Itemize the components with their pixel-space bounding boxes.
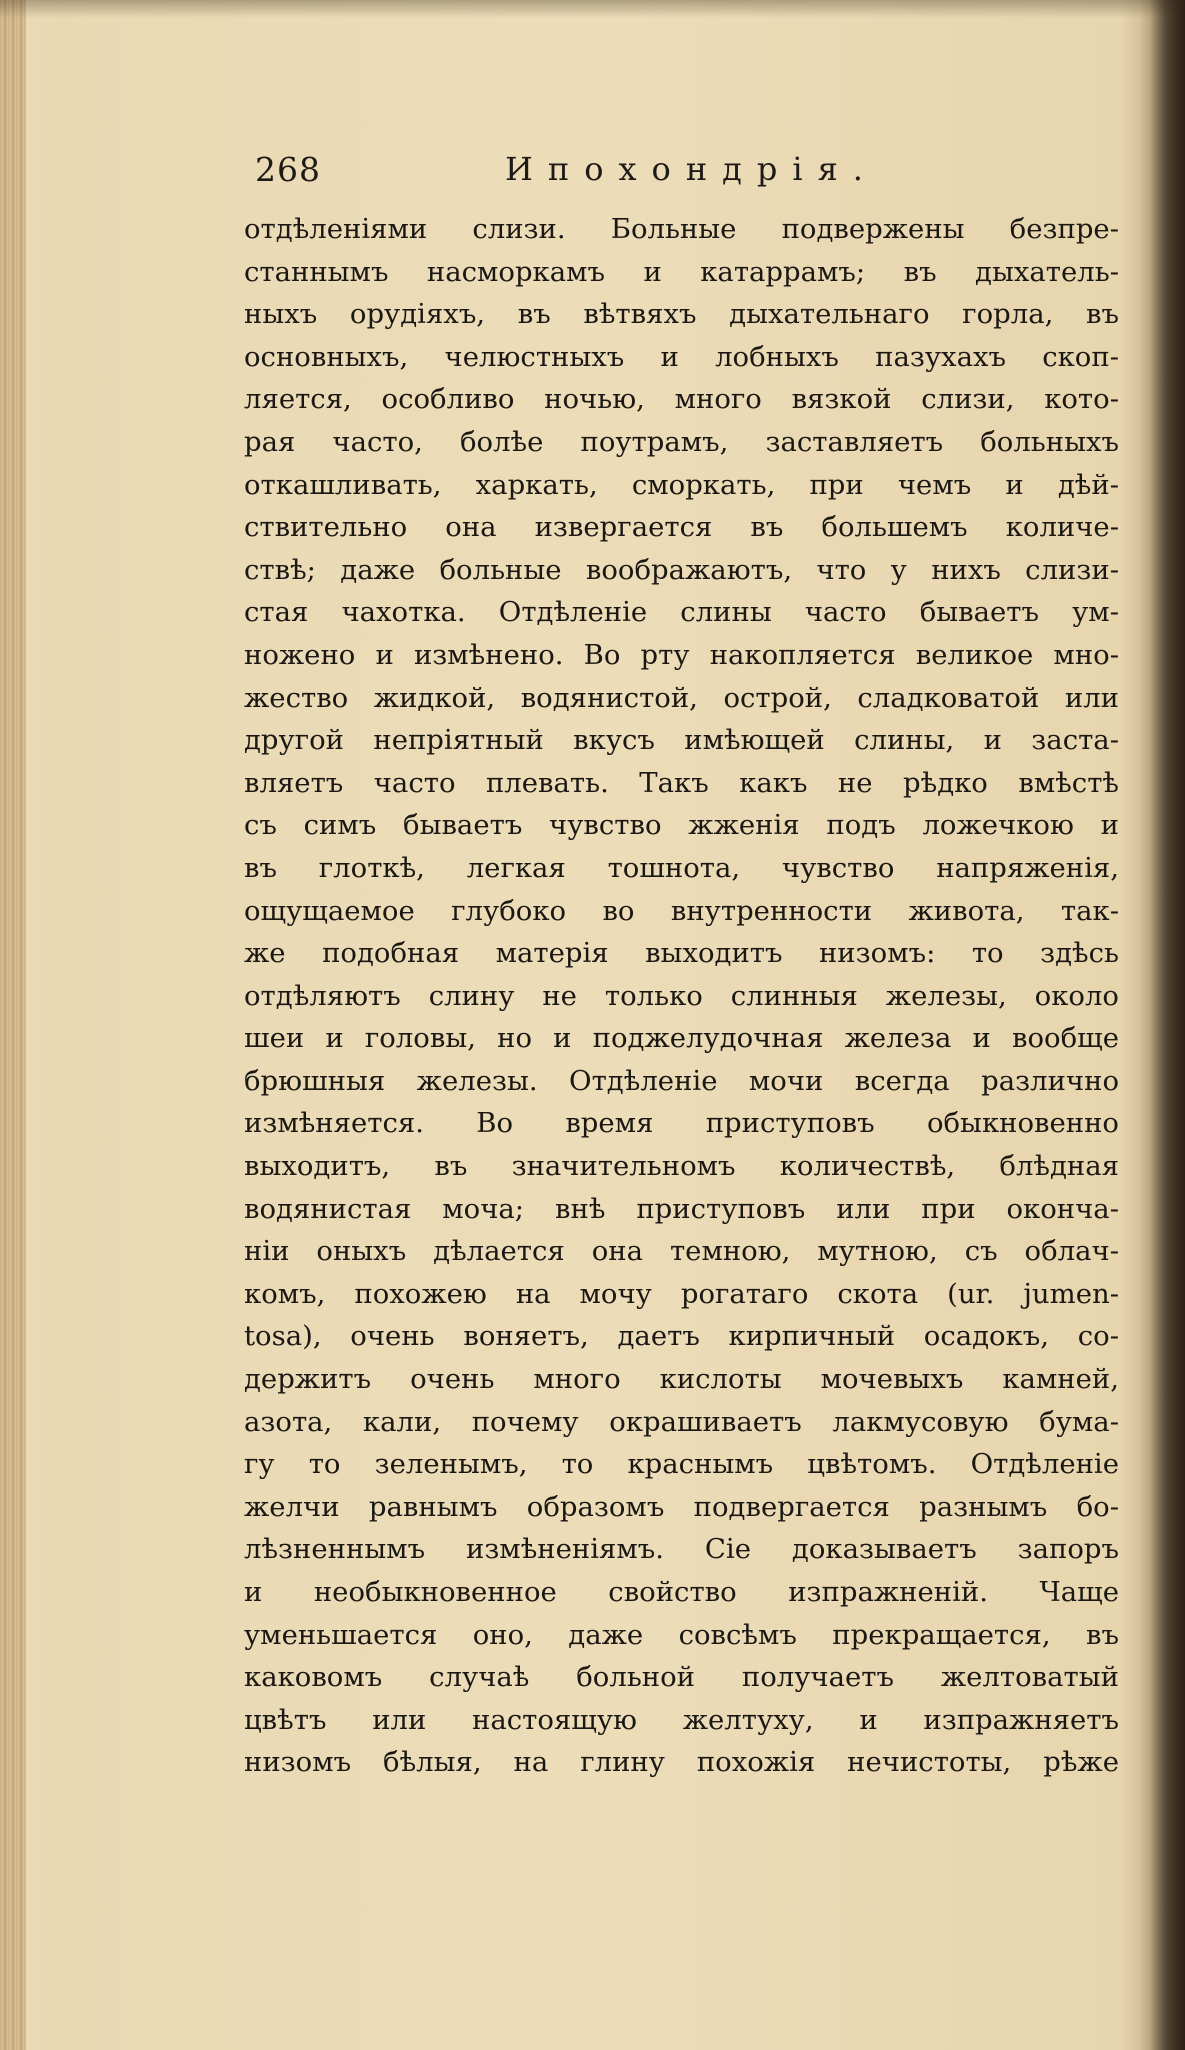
page-header bbox=[0, 150, 1185, 190]
text-line: въ глоткѣ, легкая тошнота, чувство напряженія, bbox=[244, 851, 1119, 884]
text-line: шеи и головы, но и поджелудочная железа и вообще bbox=[244, 1022, 1119, 1055]
text-line: ніи оныхъ дѣлается она темною, мутною, съ облач- bbox=[244, 1235, 1119, 1268]
text-line: станнымъ насморкамъ и катаррамъ; въ дыхатель- bbox=[244, 255, 1119, 288]
text-line: ствительно она извергается въ большемъ количе- bbox=[244, 511, 1119, 544]
text-line: съ симъ бываетъ чувство жженія подъ ложечкою и bbox=[244, 809, 1119, 842]
text-line: азота, кали, почему окрашиваетъ лакмусовую бума- bbox=[244, 1405, 1119, 1438]
text-line: жество жидкой, водянистой, острой, сладковатой или bbox=[244, 681, 1119, 714]
text-line: ножено и измѣнено. Во рту накопляется великое мно- bbox=[244, 638, 1119, 671]
gutter-shadow bbox=[1140, 0, 1185, 2050]
text-line: каковомъ случаѣ больной получаетъ желтоватый bbox=[244, 1661, 1119, 1694]
text-line: tosa), очень воняетъ, даетъ кирпичный осадокъ, со- bbox=[244, 1320, 1119, 1353]
text-line: цвѣтъ или настоящую желтуху, и изпражняетъ bbox=[244, 1703, 1119, 1736]
text-line: комъ, похожею на мочу рогатаго скота (ur. jumen- bbox=[244, 1277, 1119, 1310]
text-line: лѣзненнымъ измѣненіямъ. Сіе доказываетъ запоръ bbox=[244, 1533, 1119, 1566]
text-line: желчи равнымъ образомъ подвергается разнымъ бо- bbox=[244, 1490, 1119, 1523]
text-line: ляется, особливо ночью, много вязкой слизи, кото- bbox=[244, 383, 1119, 416]
text-line: ныхъ орудіяхъ, въ вѣтвяхъ дыхательнаго горла, въ bbox=[244, 298, 1119, 331]
text-line: низомъ бѣлыя, на глину похожія нечистоты, рѣже bbox=[244, 1746, 1119, 1779]
text-line: гу то зеленымъ, то краснымъ цвѣтомъ. Отдѣленіе bbox=[244, 1448, 1119, 1481]
text-line: и необыкновенное свойство изпражненій. Чаще bbox=[244, 1576, 1119, 1608]
top-shadow bbox=[0, 0, 1185, 18]
page-number: 268 bbox=[255, 150, 321, 189]
text-line: же подобная матерія выходитъ низомъ: то здѣсь bbox=[244, 937, 1119, 970]
text-line: выходитъ, въ значительномъ количествѣ, блѣдная bbox=[244, 1150, 1119, 1183]
text-line: держитъ очень много кислоты мочевыхъ камней, bbox=[244, 1363, 1119, 1396]
text-line: вляетъ часто плевать. Такъ какъ не рѣдко вмѣстѣ bbox=[244, 766, 1119, 799]
page-edge bbox=[0, 0, 26, 2050]
text-line: отдѣляютъ слину не только слинныя железы, около bbox=[244, 979, 1119, 1012]
text-line: измѣняется. Во время приступовъ обыкновенно bbox=[244, 1107, 1119, 1140]
text-line: брюшныя железы. Отдѣленіе мочи всегда различно bbox=[244, 1064, 1119, 1097]
running-title: Ипохондрія. bbox=[505, 150, 878, 188]
text-line: основныхъ, челюстныхъ и лобныхъ пазухахъ скоп- bbox=[244, 340, 1119, 373]
text-line: отдѣленіями слизи. Больные подвержены безпре- bbox=[244, 213, 1119, 245]
text-line: ствѣ; даже больные воображаютъ, что у нихъ слизи- bbox=[244, 553, 1119, 586]
text-line: стая чахотка. Отдѣленіе слины часто бываетъ ум- bbox=[244, 596, 1119, 629]
body-text bbox=[244, 208, 1119, 1784]
text-line: уменьшается оно, даже совсѣмъ прекращается, въ bbox=[244, 1618, 1119, 1651]
text-line: ощущаемое глубоко во внутренности живота, так- bbox=[244, 894, 1119, 927]
text-line: рая часто, болѣе поутрамъ, заставляетъ больныхъ bbox=[244, 425, 1119, 458]
text-line: другой непріятный вкусъ имѣющей слины, и заста- bbox=[244, 724, 1119, 757]
text-line: откашливать, харкать, сморкать, при чемъ и дѣй- bbox=[244, 468, 1119, 501]
text-line: водянистая моча; внѣ приступовъ или при оконча- bbox=[244, 1192, 1119, 1225]
